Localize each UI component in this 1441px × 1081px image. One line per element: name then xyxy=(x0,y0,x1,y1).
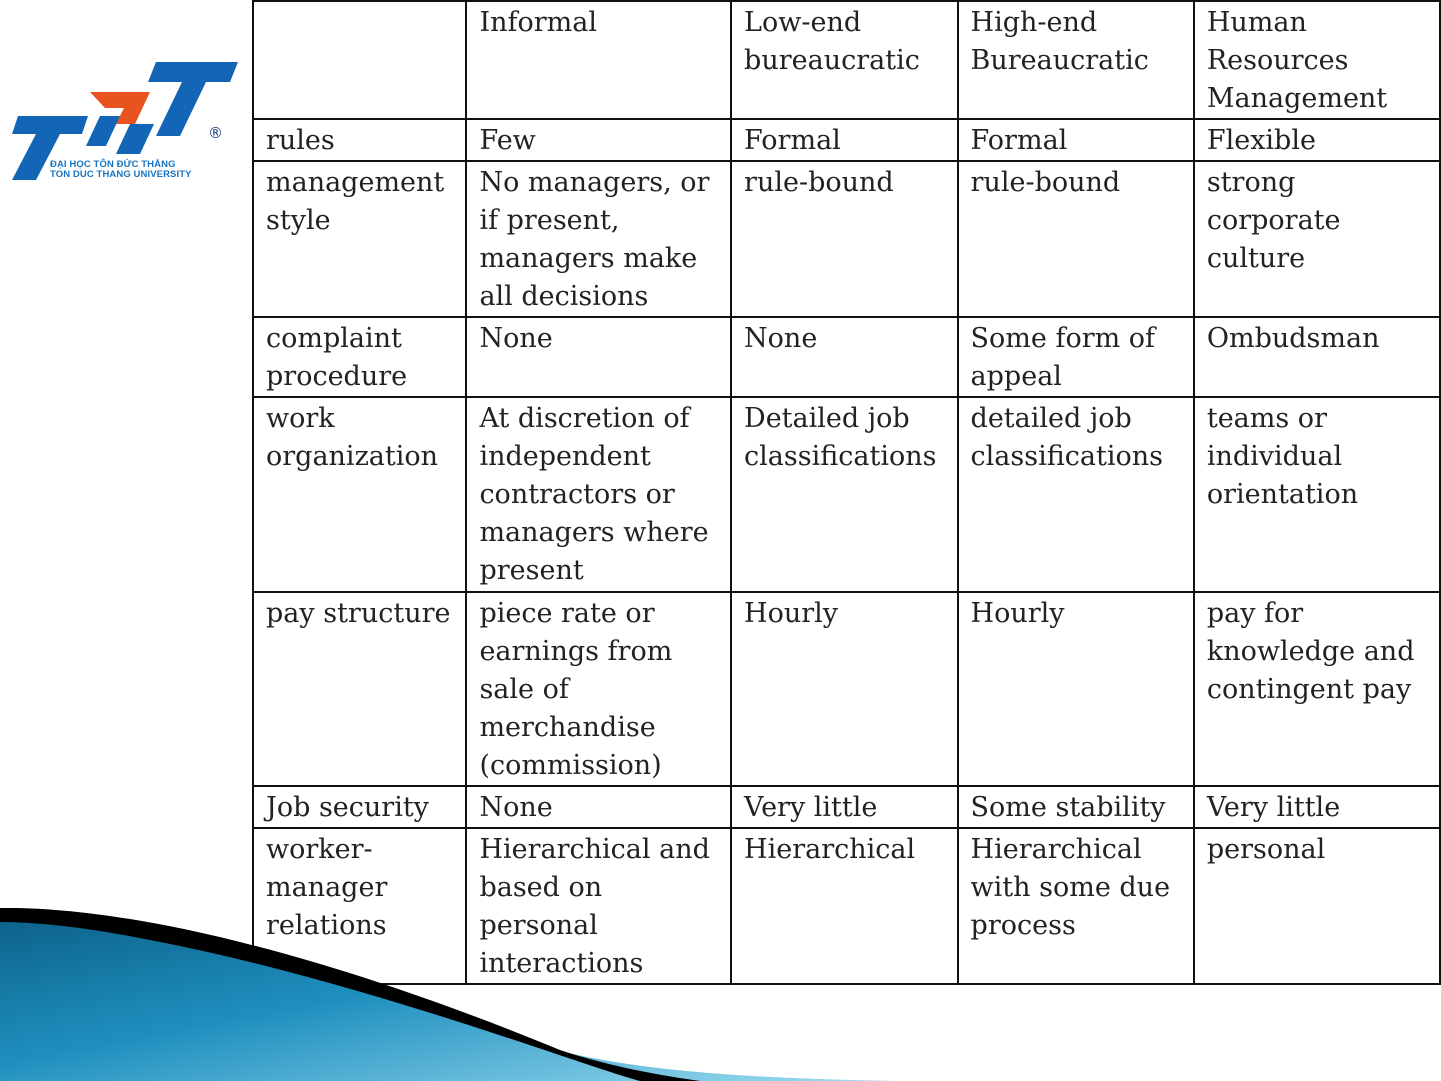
table-cell: strong corporate culture xyxy=(1194,161,1440,317)
university-logo xyxy=(0,58,240,188)
table-cell: Some stability xyxy=(958,786,1194,828)
table-cell: Formal xyxy=(958,119,1194,161)
table-cell: Very little xyxy=(731,786,958,828)
table-cell: None xyxy=(731,317,958,397)
header-cell: High-end Bureaucratic xyxy=(958,1,1194,119)
logo-caption-line1: ĐẠI HỌC TÔN ĐỨC THẮNG xyxy=(50,159,176,170)
table-cell: rule-bound xyxy=(731,161,958,317)
table-cell: Some form of appeal xyxy=(958,317,1194,397)
row-label: work organization xyxy=(253,397,466,592)
table-cell: Hourly xyxy=(958,592,1194,786)
row-label: pay structure xyxy=(253,592,466,786)
row-label: worker-manager relations xyxy=(253,828,466,984)
table-cell: Flexible xyxy=(1194,119,1440,161)
header-cell: Informal xyxy=(466,1,731,119)
table-cell: pay for knowledge and contingent pay xyxy=(1194,592,1440,786)
row-label: management style xyxy=(253,161,466,317)
table-cell: Hierarchical xyxy=(731,828,958,984)
header-cell: Low-end bureaucratic xyxy=(731,1,958,119)
table-cell: Formal xyxy=(731,119,958,161)
table-cell: At discretion of independent contractors or managers where present xyxy=(466,397,731,592)
table-cell: Hourly xyxy=(731,592,958,786)
table-cell: None xyxy=(466,317,731,397)
table-header-row xyxy=(253,1,1440,119)
table-cell: Ombudsman xyxy=(1194,317,1440,397)
registered-mark: ® xyxy=(208,124,223,142)
table-cell: Hierarchical with some due process xyxy=(958,828,1194,984)
logo-caption xyxy=(50,160,192,180)
table-row xyxy=(253,592,1440,786)
header-cell xyxy=(253,1,466,119)
table-cell: None xyxy=(466,786,731,828)
decorative-swoosh-icon xyxy=(0,900,900,1081)
table-row xyxy=(253,397,1440,592)
table-cell: Very little xyxy=(1194,786,1440,828)
table-cell: piece rate or earnings from sale of merchandise (commission) xyxy=(466,592,731,786)
row-label: rules xyxy=(253,119,466,161)
table-cell: Detailed job classifications xyxy=(731,397,958,592)
row-label: complaint procedure xyxy=(253,317,466,397)
table-cell: detailed job classifications xyxy=(958,397,1194,592)
table-row xyxy=(253,119,1440,161)
table-row xyxy=(253,317,1440,397)
table-cell: personal xyxy=(1194,828,1440,984)
table-cell: Few xyxy=(466,119,731,161)
header-cell: Human Resources Management xyxy=(1194,1,1440,119)
logo-caption-line2: TON DUC THANG UNIVERSITY xyxy=(50,169,192,180)
table-cell: teams or individual orientation xyxy=(1194,397,1440,592)
table-row xyxy=(253,161,1440,317)
table-row xyxy=(253,786,1440,828)
table-cell: No managers, or if present, managers make all decisions xyxy=(466,161,731,317)
row-label: Job security xyxy=(253,786,466,828)
comparison-table xyxy=(252,0,1441,985)
table-cell: Hierarchical and based on personal interactions xyxy=(466,828,731,984)
comparison-table-container xyxy=(252,0,1441,985)
table-cell: rule-bound xyxy=(958,161,1194,317)
